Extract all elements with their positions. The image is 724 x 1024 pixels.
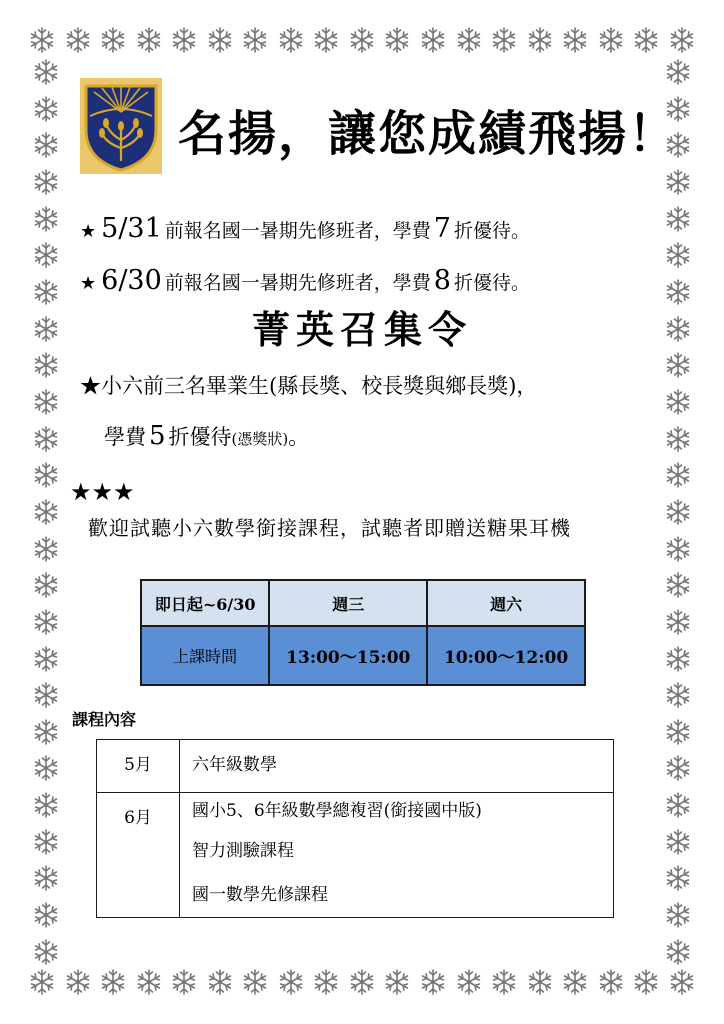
snowflake-icon <box>64 26 92 54</box>
snowflake-icon <box>32 95 60 123</box>
snowflake-icon <box>664 718 692 746</box>
snowflake-icon <box>32 498 60 526</box>
course-row <box>97 740 614 793</box>
snowflake-icon <box>664 645 692 673</box>
course-month: 5月 <box>97 740 180 793</box>
three-stars: ★★★ <box>70 478 135 506</box>
schedule-header-wednesday: 週三 <box>269 580 427 626</box>
star-icon: ★ <box>80 374 101 398</box>
snowflake-icon <box>206 968 234 996</box>
snowflake-icon <box>490 26 518 54</box>
promo-line-1: ★ 5/31 前報名國一暑期先修班者，學費 7 折優待。 <box>80 213 530 244</box>
schedule-header-period: 即日起~6/30 <box>141 580 269 626</box>
border-top <box>28 20 696 60</box>
snowflake-icon <box>32 608 60 636</box>
snowflake-icon <box>348 968 376 996</box>
snowflake-icon <box>32 718 60 746</box>
snowflake-icon <box>664 938 692 966</box>
snowflake-icon <box>32 168 60 196</box>
snowflake-icon <box>99 968 127 996</box>
snowflake-icon <box>206 26 234 54</box>
snowflake-icon <box>348 26 376 54</box>
snowflake-icon <box>455 26 483 54</box>
snowflake-icon <box>312 26 340 54</box>
snowflake-icon <box>664 791 692 819</box>
snowflake-icon <box>419 968 447 996</box>
snowflake-icon <box>664 828 692 856</box>
snowflake-icon <box>561 968 589 996</box>
snowflake-icon <box>135 26 163 54</box>
snowflake-icon <box>32 461 60 489</box>
snowflake-icon <box>383 26 411 54</box>
snowflake-icon <box>32 864 60 892</box>
schedule-header-row <box>141 580 585 626</box>
snowflake-icon <box>490 968 518 996</box>
snowflake-icon <box>241 26 269 54</box>
schedule-time-wednesday: 13:00～15:00 <box>269 626 427 685</box>
snowflake-icon <box>664 388 692 416</box>
trial-class-notice: 歡迎試聽小六數學銜接課程，試聽者即贈送糖果耳機 <box>88 516 571 540</box>
snowflake-icon <box>632 26 660 54</box>
border-left <box>26 58 66 966</box>
snowflake-icon <box>668 968 696 996</box>
course-title: 課程內容 <box>72 710 137 729</box>
snowflake-icon <box>32 278 60 306</box>
snowflake-icon <box>664 498 692 526</box>
snowflake-icon <box>28 26 56 54</box>
course-table <box>96 739 614 918</box>
snowflake-icon <box>32 754 60 782</box>
snowflake-icon <box>99 26 127 54</box>
snowflake-icon <box>526 968 554 996</box>
course-item: 智力測驗課程 <box>192 841 294 861</box>
snowflake-icon <box>277 968 305 996</box>
snowflake-icon <box>170 26 198 54</box>
snowflake-icon <box>526 26 554 54</box>
snowflake-icon <box>170 968 198 996</box>
schedule-time-row <box>141 626 585 685</box>
snowflake-icon <box>312 968 340 996</box>
snowflake-icon <box>32 571 60 599</box>
headline: 名揚，讓您成績飛揚！ <box>178 106 679 162</box>
snowflake-icon <box>664 571 692 599</box>
elite-line-1: ★小六前三名畢業生(縣長獎、校長獎與鄉長獎)， <box>80 374 538 398</box>
snowflake-icon <box>664 864 692 892</box>
snowflake-icon <box>455 968 483 996</box>
snowflake-icon <box>32 241 60 269</box>
snowflake-icon <box>32 901 60 929</box>
course-row <box>97 793 614 918</box>
snowflake-icon <box>664 901 692 929</box>
snowflake-icon <box>383 968 411 996</box>
snowflake-icon <box>135 968 163 996</box>
snowflake-icon <box>32 681 60 709</box>
snowflake-icon <box>419 26 447 54</box>
snowflake-icon <box>32 938 60 966</box>
snowflake-icon <box>664 461 692 489</box>
elite-title: 菁英召集令 <box>251 307 472 352</box>
schedule-time-saturday: 10:00～12:00 <box>427 626 585 685</box>
snowflake-icon <box>664 681 692 709</box>
snowflake-icon <box>664 754 692 782</box>
snowflake-icon <box>664 425 692 453</box>
snowflake-icon <box>597 26 625 54</box>
snowflake-icon <box>32 828 60 856</box>
course-month: 6月 <box>97 793 180 918</box>
schedule-header-saturday: 週六 <box>427 580 585 626</box>
snowflake-icon <box>32 205 60 233</box>
star-icon: ★ <box>80 221 97 242</box>
snowflake-icon <box>32 535 60 563</box>
star-icon: ★ <box>80 273 97 294</box>
schedule-table <box>140 579 586 686</box>
school-logo <box>80 78 162 174</box>
course-item: 國小5、6年級數學總複習(銜接國中版) <box>192 801 482 821</box>
snowflake-icon <box>28 968 56 996</box>
snowflake-icon <box>668 26 696 54</box>
promo-line-2: ★ 6/30 前報名國一暑期先修班者，學費 8 折優待。 <box>80 265 530 296</box>
snowflake-icon <box>664 351 692 379</box>
snowflake-icon <box>561 26 589 54</box>
snowflake-icon <box>664 535 692 563</box>
elite-line-2: 學費 5 折優待(憑獎狀)。 <box>104 421 310 451</box>
border-bottom <box>28 962 696 1002</box>
snowflake-icon <box>241 968 269 996</box>
snowflake-icon <box>664 608 692 636</box>
snowflake-icon <box>597 968 625 996</box>
snowflake-icon <box>632 968 660 996</box>
snowflake-icon <box>32 388 60 416</box>
snowflake-icon <box>277 26 305 54</box>
snowflake-icon <box>32 791 60 819</box>
course-item: 國一數學先修課程 <box>192 885 328 905</box>
schedule-row-label: 上課時間 <box>141 626 269 685</box>
snowflake-icon <box>32 58 60 86</box>
course-item: 六年級數學 <box>180 740 614 793</box>
snowflake-icon <box>32 131 60 159</box>
border-right <box>658 58 698 966</box>
snowflake-icon <box>32 351 60 379</box>
snowflake-icon <box>664 58 692 86</box>
snowflake-icon <box>32 425 60 453</box>
snowflake-icon <box>64 968 92 996</box>
snowflake-icon <box>32 645 60 673</box>
